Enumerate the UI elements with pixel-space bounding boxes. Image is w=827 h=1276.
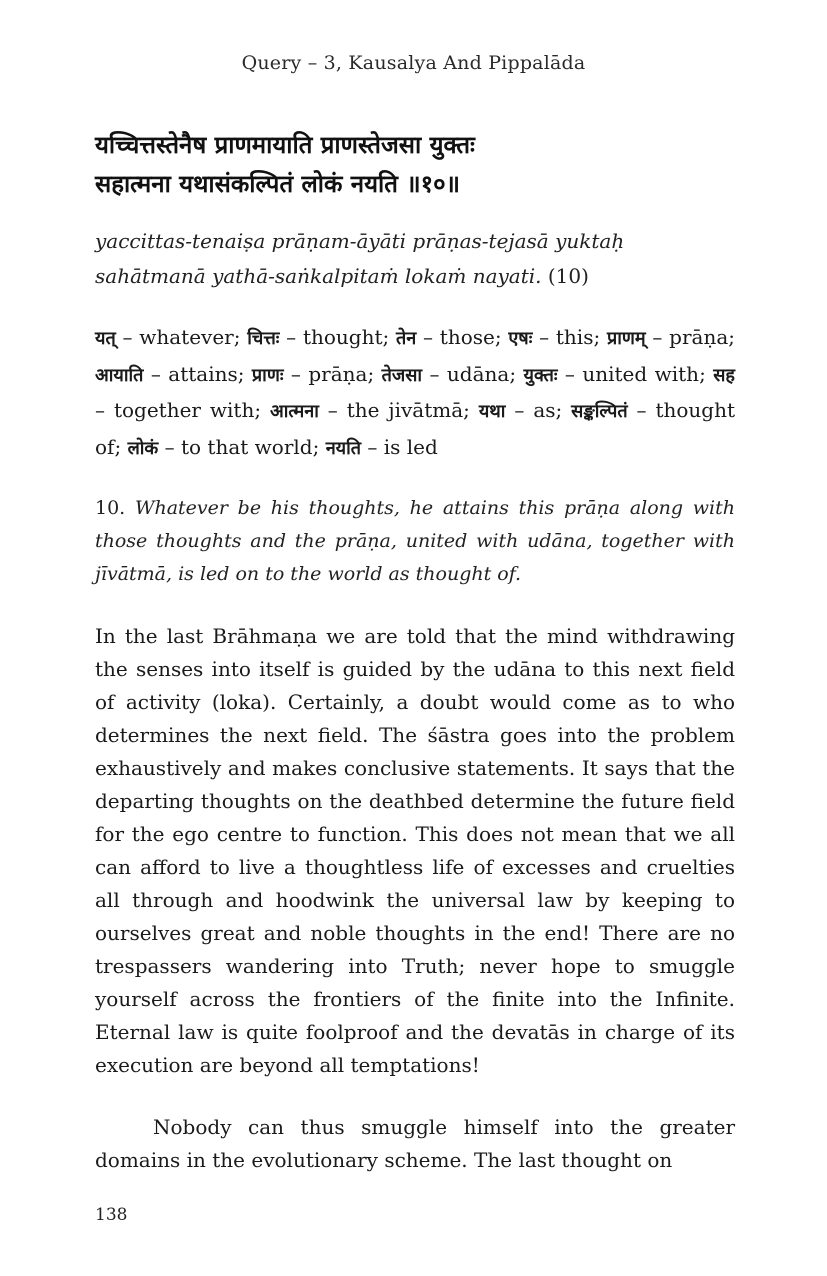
word-meaning-entry: चित्तः – thought xyxy=(247,325,383,349)
term-meaning: attains xyxy=(168,361,238,386)
word-meaning-entry: युक्तः – united with xyxy=(523,361,700,386)
term-meaning: whatever xyxy=(139,325,234,349)
word-meaning-entry: आत्मना – the jivātmā xyxy=(270,398,464,422)
sanskrit-term: यत् xyxy=(95,328,116,349)
sanskrit-term: चित्तः xyxy=(247,328,280,349)
term-meaning: together with xyxy=(113,398,255,422)
sanskrit-term: युक्तः xyxy=(523,364,558,386)
term-meaning: thought of xyxy=(95,398,736,459)
sanskrit-term: नयति xyxy=(325,437,362,459)
sanskrit-term: तेन xyxy=(396,328,417,349)
word-meaning-entry: नयति – is led xyxy=(325,434,438,459)
sanskrit-term: यथा xyxy=(478,401,506,422)
translation-number: 10. xyxy=(95,497,126,519)
term-meaning: this xyxy=(555,325,594,349)
word-meaning-entry: सङ्कल्पितं – thought of xyxy=(95,398,736,459)
verse-translation xyxy=(95,492,735,591)
word-meaning-entry: तेन – those xyxy=(396,325,495,349)
word-meaning-entry: सह – together with xyxy=(95,364,735,422)
transliteration-line-2 xyxy=(95,259,735,294)
term-meaning: as xyxy=(533,398,556,422)
transliteration-line-2-text: sahātmanā yathā-saṅkalpitaṁ lokaṁ nayati. xyxy=(95,264,542,288)
term-meaning: is led xyxy=(383,434,438,459)
word-meaning-entry: प्राणः – prāṇa xyxy=(251,361,368,386)
term-meaning: prāṇa xyxy=(669,325,729,349)
commentary-paragraph-1: In the last Brāhmaṇa we are told that the mind withdrawing the senses into itself is guided by the udāna to this next field of activity (loka). Certainly, a doubt would come as to who determines the next field. The śāstra goes into the problem exhaustively and makes conclusive statements. It says that the departing thoughts on the deathbed determine the future field for the ego centre to function. This does not mean that we all can afford to live a thoughtless life of excesses and cruelties all through and hoodwink the universal law by keeping to ourselves great and noble thoughts in the end! There are no trespassers wandering into Truth; never hope to smuggle yourself across the frontiers of the finite into the Infinite. Eternal law is quite foolproof and the devatās in charge of its execution are beyond all temptations! xyxy=(95,624,735,1077)
sanskrit-term: आयाति xyxy=(95,364,144,386)
transliteration xyxy=(95,224,735,294)
sanskrit-term: प्राणम् xyxy=(606,328,646,349)
term-meaning: united with xyxy=(582,361,700,386)
word-meaning-entry: आयाति – attains xyxy=(95,361,238,386)
page-number: 138 xyxy=(95,1205,128,1225)
sanskrit-term: प्राणः xyxy=(251,364,284,386)
word-meaning-entry: लोकं – to that world xyxy=(127,434,313,459)
word-meaning-entry: प्राणम् – prāṇa xyxy=(606,325,729,349)
word-meanings: यत् – whatever; चित्तः – thought; तेन – those; एषः – this; प्राणम् – prāṇa; आयाति – attains; प्राणः – prāṇa; तेजसा – udāna; युक्तः – united with; सह – together with; आत्मना – the jivātmā; यथा – as; सङ्कल्पितं – thought of; लोकं – to that world; नयति – is led xyxy=(95,325,736,459)
term-meaning: those xyxy=(439,325,495,349)
term-meaning: thought xyxy=(302,325,383,349)
sanskrit-term: सह xyxy=(713,364,735,386)
verse-line-2: सहात्मना यथासंकल्पितं लोकं नयति ॥१०॥ xyxy=(95,170,460,198)
sanskrit-term: आत्मना xyxy=(270,401,319,422)
term-meaning: udāna xyxy=(446,361,510,386)
term-meaning: to that world xyxy=(180,434,313,459)
sanskrit-term: एषः xyxy=(508,328,533,349)
sanskrit-verse xyxy=(95,126,735,204)
translation-text: Whatever be his thoughts, he attains this prāṇa along with those thoughts and the prāṇa, united with udāna, together with jīvātmā, is led on to the world as thought of. xyxy=(95,497,735,585)
term-meaning: the jivātmā xyxy=(346,398,464,422)
transliteration-line-1: yaccittas-tenaiṣa prāṇam-āyāti prāṇas-tejasā yuktaḥ xyxy=(95,229,625,253)
verse-number: (10) xyxy=(547,264,589,288)
sanskrit-term: लोकं xyxy=(127,437,159,459)
word-meaning-entry: एषः – this xyxy=(508,325,594,349)
sanskrit-term: तेजसा xyxy=(381,364,423,386)
running-header: Query – 3, Kausalya And Pippalāda xyxy=(241,52,586,74)
commentary-paragraph-2: Nobody can thus smuggle himself into the greater domains in the evolutionary scheme. The last thought on xyxy=(95,1115,735,1172)
verse-line-1: यच्चित्तस्तेनैष प्राणमायाति प्राणस्तेजसा युक्तः xyxy=(95,131,475,159)
word-meaning-entry: यत् – whatever xyxy=(95,325,234,349)
term-meaning: prāṇa xyxy=(308,361,368,386)
word-meaning-entry: यथा – as xyxy=(478,398,556,422)
sanskrit-term: सङ्कल्पितं xyxy=(571,401,628,422)
commentary xyxy=(95,620,735,1177)
word-meaning-entry: तेजसा – udāna xyxy=(381,361,510,386)
